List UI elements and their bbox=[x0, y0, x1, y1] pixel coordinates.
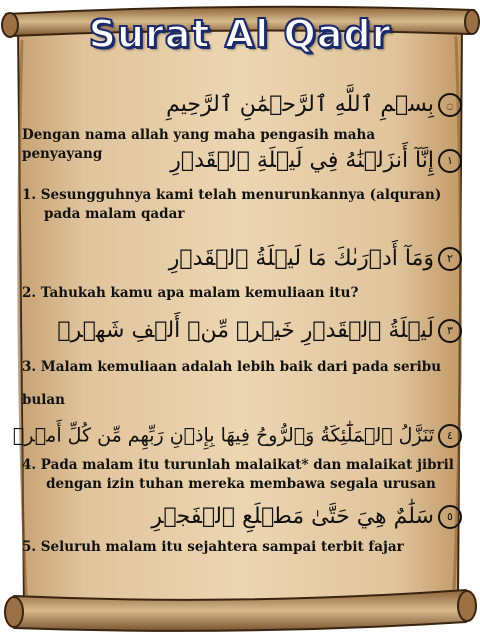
translation-line: 1. Sesungguhnya kami telah menurunkannya (alquran) bbox=[22, 187, 442, 203]
verse-4-translation bbox=[22, 456, 460, 494]
verse-basmala-translation: Dengan nama allah yang maha pengasih maha penyayang bbox=[22, 127, 376, 162]
page-title: Surat Al Qadr bbox=[88, 12, 392, 56]
arabic-text: وَمَآ أَدۡرَىٰكَ مَا لَيۡلَةُ ٱلۡقَدۡرِ bbox=[168, 246, 434, 271]
verse-1-arabic bbox=[170, 148, 462, 173]
arabic-text: لَيۡلَةُ ٱلۡقَدۡرِ خَيۡرٞ مِّنۡ أَلۡفِ شَهۡرٖ bbox=[57, 318, 434, 343]
arabic-text: سَلَٰمٌ هِيَ حَتَّىٰ مَطۡلَعِ ٱلۡفَجۡرِ bbox=[151, 504, 434, 529]
translation-line: dengan izin tuhan mereka membawa segala urusan bbox=[46, 476, 436, 492]
verse-4-arabic bbox=[13, 424, 462, 448]
ayah-marker-icon: ٤ bbox=[438, 424, 462, 448]
arabic-text: إِنَّآ أَنزَلۡنَٰهُ فِي لَيۡلَةِ ٱلۡقَدۡرِ bbox=[170, 148, 434, 173]
verse-3-arabic bbox=[57, 318, 462, 343]
ayah-marker-icon: ٢ bbox=[438, 247, 462, 271]
verse-2-translation: 2. Tahukah kamu apa malam kemuliaan itu? bbox=[22, 285, 359, 301]
ayah-marker-icon: ٣ bbox=[438, 319, 462, 343]
verse-5-arabic bbox=[151, 504, 462, 529]
translation-line: 4. Pada malam itu turunlah malaikat* dan malaikat jibril bbox=[22, 457, 454, 473]
verse-5-translation: 5. Seluruh malam itu sejahtera sampai terbit fajar bbox=[22, 539, 404, 555]
ayah-marker-icon: ١ bbox=[438, 149, 462, 173]
translation-line: 3. Malam kemuliaan adalah lebih baik dari pada seribu bbox=[22, 359, 442, 375]
verse-basmala-arabic bbox=[166, 92, 462, 117]
arabic-text: تَنَزَّلُ ٱلۡمَلَٰٓئِكَةُ وَٱلرُّوحُ فِيهَا بِإِذۡنِ رَبِّهِم مِّن كُلِّ أَمۡرٖ bbox=[12, 424, 434, 447]
arabic-text: بِسۡمِ ٱللَّهِ ٱلرَّحۡمَٰنِ ٱلرَّحِيمِ bbox=[166, 92, 434, 117]
ayah-marker-icon: ٥ bbox=[438, 505, 462, 529]
verse-1-translation bbox=[22, 186, 460, 224]
translation-line: pada malam qadar bbox=[44, 206, 185, 222]
ayah-marker-icon: ۝ bbox=[438, 93, 462, 117]
verse-3-translation bbox=[22, 358, 460, 410]
verse-2-arabic bbox=[169, 246, 462, 271]
translation-line: bulan bbox=[22, 392, 65, 408]
